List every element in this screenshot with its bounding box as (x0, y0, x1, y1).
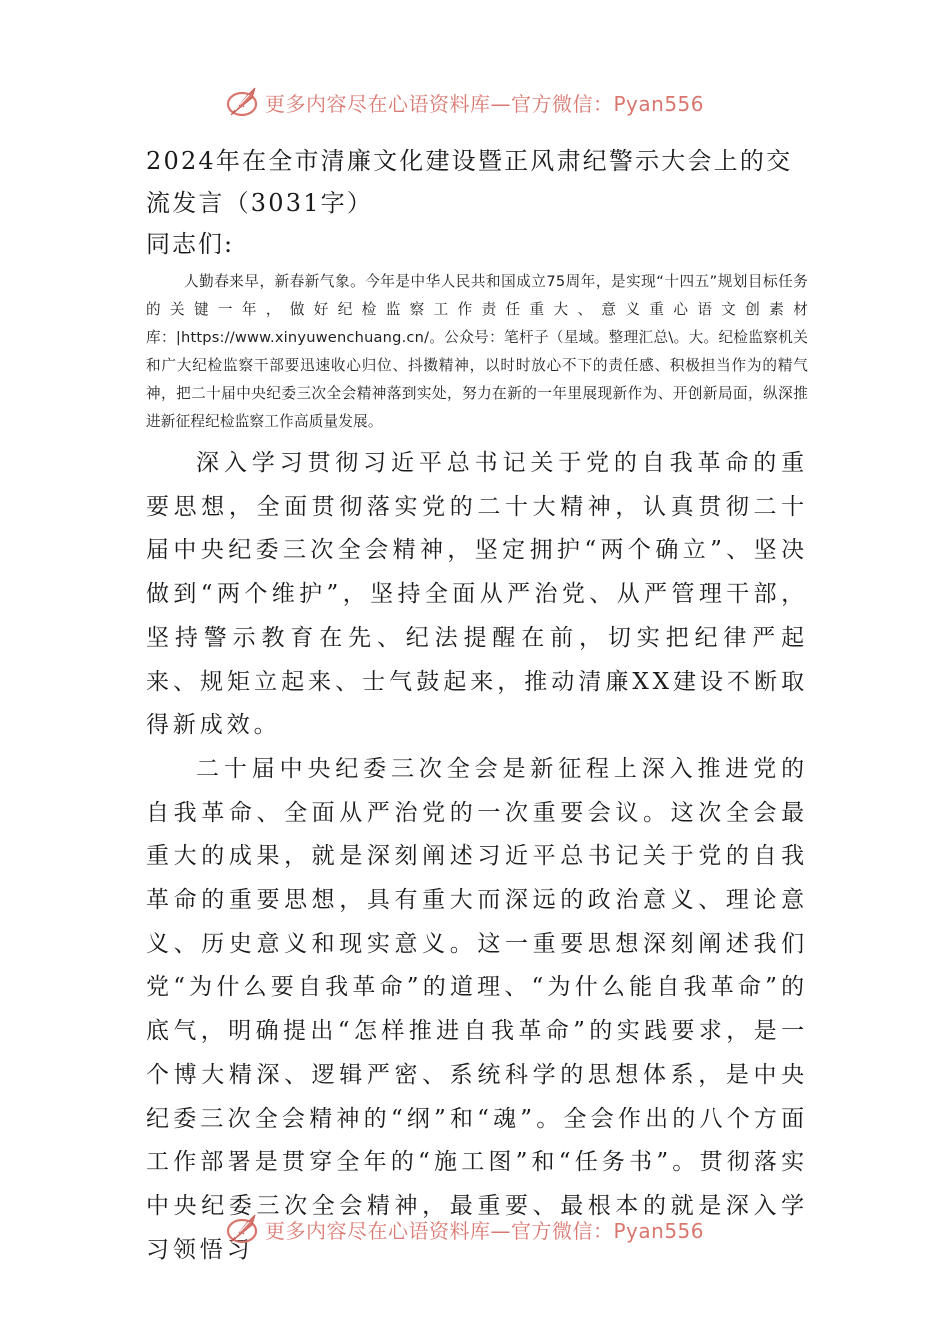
watermark-text: 更多内容尽在心语资料库—官方微信：Pyan556 (265, 1218, 705, 1243)
intro-paragraph: 人勤春来早，新春新气象。今年是中华人民共和国成立75周年，是实现“十四五”规划目标任务的关键一年，做好纪检监察工作责任重大、意义重心语文创素材库：|https://www.xinyuwenchuang.cn/。公众号：笔杆子（星域。整理汇总\。大。纪检监察机关和广大纪检监察干部要迅速收心归位、抖擞精神，以时时放心不下的责任感、积极担当作为的精气神，把二十届中央纪委三次全会精神落到实处，努力在新的一年里展现新作为、开创新局面，纵深推进新征程纪检监察工作高质量发展。 (146, 273, 808, 430)
watermark-banner-top (225, 82, 725, 122)
document-page (146, 140, 808, 1272)
greeting: 同志们: (146, 230, 235, 258)
document-title: 2024年在全市清廉文化建设暨正风肃纪警示大会上的交流发言（3031字） (146, 147, 793, 217)
watermark-banner-bottom (225, 1209, 725, 1249)
body-paragraph-2: 二十届中央纪委三次全会是新征程上深入推进党的自我革命、全面从严治党的一次重要会议。这次全会最重大的成果，就是深刻阐述习近平总书记关于党的自我革命的重要思想，具有重大而深远的政治意义、理论意义、历史意义和现实意义。这一重要思想深刻阐述我们党“为什么要自我革命”的道理、“为什么能自我革命”的底气，明确提出“怎样推进自我革命”的实践要求，是一个博大精深、逻辑严密、系统科学的思想体系，是中央纪委三次全会精神的“纲”和“魂”。全会作出的八个方面工作部署是贯穿全年的“施工图”和“任务书”。贯彻落实中央纪委三次全会精神，最重要、最根本的就是深入学习领悟习 (146, 755, 808, 1263)
quill-logo-icon (225, 1211, 261, 1247)
watermark-text: 更多内容尽在心语资料库—官方微信：Pyan556 (265, 91, 705, 116)
body-paragraph-1: 深入学习贯彻习近平总书记关于党的自我革命的重要思想，全面贯彻落实党的二十大精神，认真贯彻二十届中央纪委三次全会精神，坚定拥护“两个确立”、坚决做到“两个维护”，坚持全面从严治党、从严管理干部，坚持警示教育在先、纪法提醒在前，切实把纪律严起来、规矩立起来、士气鼓起来，推动清廉XX建设不断取得新成效。 (146, 450, 808, 739)
quill-logo-icon (225, 84, 261, 120)
